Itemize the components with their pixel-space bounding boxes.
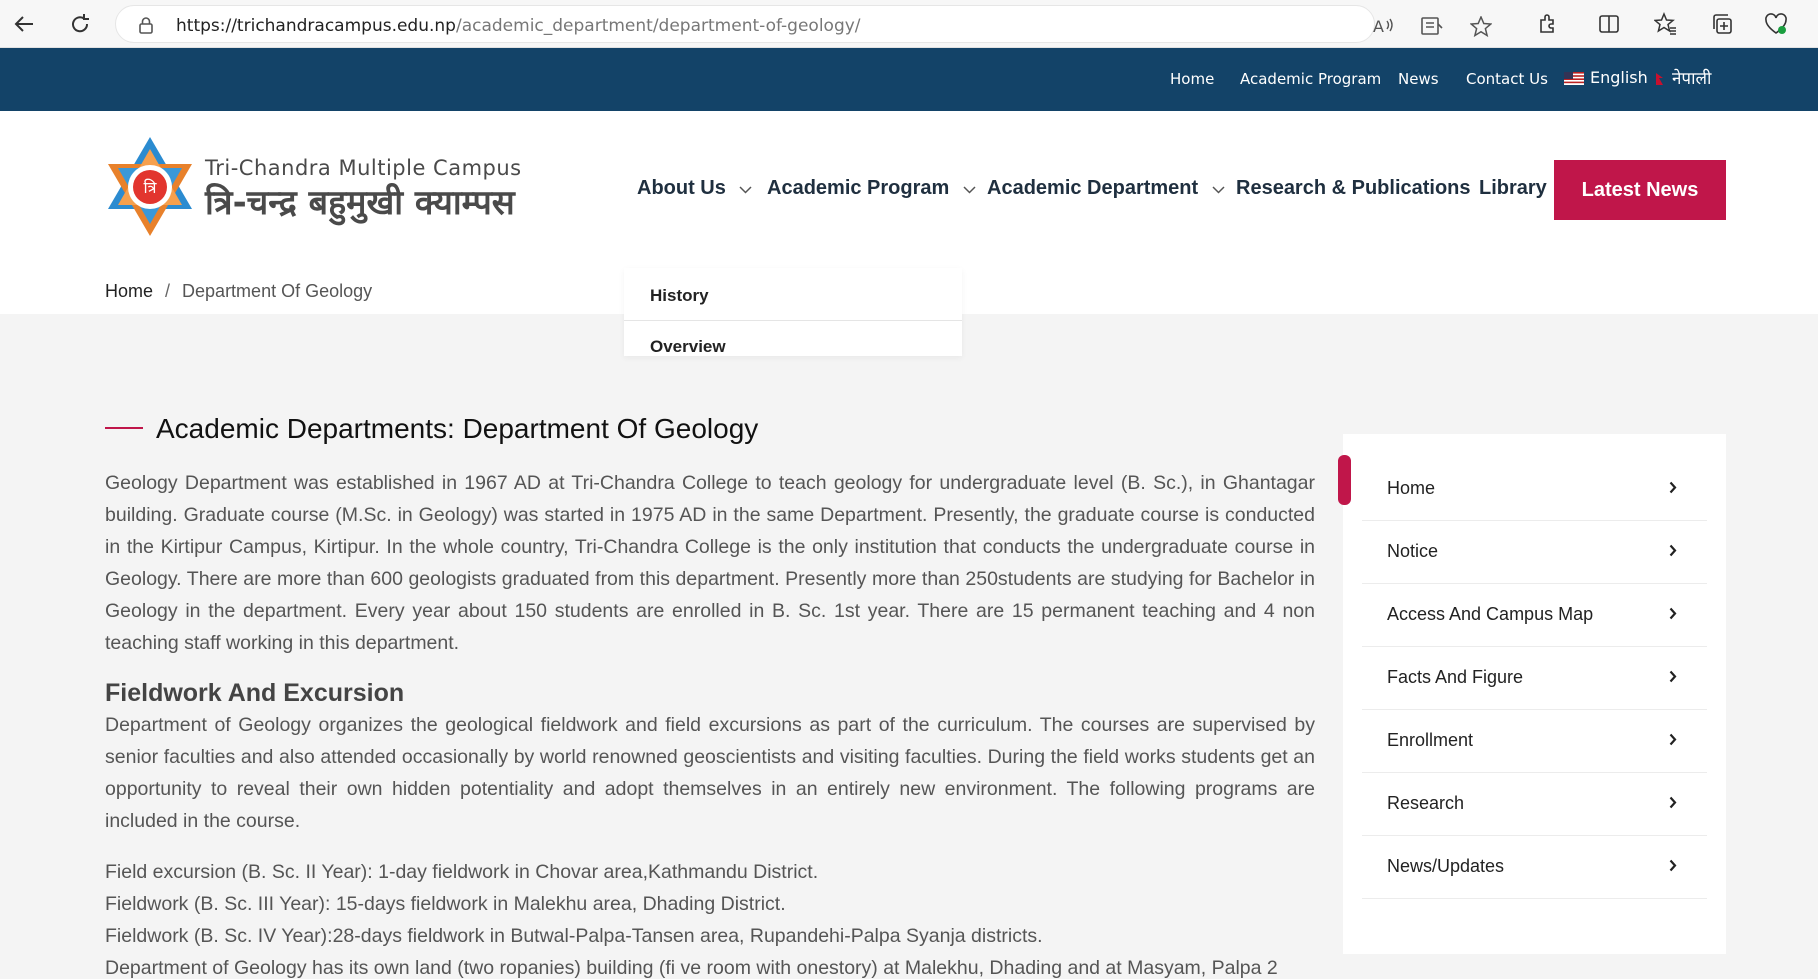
- intro-paragraph: Geology Department was established in 1967 AD at Tri-Chandra College to teach geology for undergraduate level (B. Sc.), in Ghantagar building. Graduate course (M.Sc. in Geology) was started in 1975 AD in the same Department. Presently, the graduate course is conducted in the Kirtipur Campus, Kirtipur. In the whole country, Tri-Chandra College is the only institution that conducts the undergraduate course in Geology. There are more than 600 geologists graduated from this department. Presently more than 250students are studying for Bachelor in Geology in the department. Every year about 150 students are enrolled in B. Sc. 1st year. There are 15 permanent teaching and 4 non teaching staff working in this department.: [105, 472, 1315, 654]
- read-aloud-icon[interactable]: [1373, 16, 1393, 36]
- dropdown-item-history[interactable]: History: [650, 286, 709, 305]
- top-link-contact[interactable]: Contact Us: [1466, 70, 1548, 88]
- nepal-flag-icon: [1656, 72, 1664, 90]
- chevron-right-icon: [1669, 733, 1677, 751]
- top-link-news[interactable]: News: [1398, 70, 1439, 88]
- page-title: Academic Departments: Department Of Geology: [156, 413, 759, 444]
- sidebar-item-notice[interactable]: [1362, 521, 1707, 584]
- refresh-icon[interactable]: [64, 8, 96, 40]
- logo-nepali-name: त्रि-चन्द्र बहुमुखी क्याम्पस: [205, 183, 515, 223]
- chevron-right-icon: [1669, 670, 1677, 688]
- address-bar[interactable]: [115, 5, 1384, 43]
- nav-academic-department-label: Academic Department: [987, 177, 1199, 199]
- breadcrumb: [105, 281, 372, 302]
- url-text: [176, 16, 861, 36]
- sidebar-item-research[interactable]: [1362, 773, 1707, 836]
- nav-research-publications[interactable]: Research & Publications: [1236, 177, 1471, 199]
- sidebar-item-home[interactable]: [1362, 458, 1707, 521]
- nav-academic-program-label: Academic Program: [767, 177, 950, 199]
- chevron-right-icon: [1669, 607, 1677, 625]
- campus-logo[interactable]: [104, 135, 196, 238]
- fieldwork-heading: Fieldwork And Excursion: [105, 679, 405, 707]
- favorites-icon[interactable]: [1654, 12, 1678, 36]
- svg-text:त्रि: त्रि: [143, 178, 157, 197]
- language-nepali[interactable]: नेपाली: [1672, 69, 1712, 89]
- top-utility-bar: [0, 48, 1818, 111]
- language-english[interactable]: English: [1590, 68, 1648, 87]
- back-arrow-icon[interactable]: [8, 8, 40, 40]
- nav-about-us[interactable]: [637, 177, 752, 200]
- nav-about-us-label: About Us: [637, 177, 726, 199]
- nav-academic-program[interactable]: [767, 177, 976, 200]
- url-host: https://trichandracampus.edu.np: [176, 16, 456, 36]
- us-flag-icon: [1564, 72, 1584, 85]
- top-link-home[interactable]: Home: [1170, 70, 1215, 88]
- url-path: /academic_department/department-of-geology/: [455, 16, 861, 36]
- breadcrumb-separator: /: [165, 281, 171, 301]
- list-item: Field excursion (B. Sc. II Year): 1-day fieldwork in Chovar area,Kathmandu District.: [105, 861, 819, 883]
- collections-icon[interactable]: [1710, 12, 1734, 36]
- breadcrumb-current: Department Of Geology: [182, 281, 373, 301]
- sidebar-active-marker: [1338, 455, 1351, 505]
- favorite-star-icon[interactable]: [1470, 16, 1490, 36]
- breadcrumb-home[interactable]: Home: [105, 281, 154, 301]
- nav-library[interactable]: Library: [1479, 177, 1547, 199]
- sidebar-item-label: Enrollment: [1387, 730, 1474, 750]
- latest-news-button[interactable]: Latest News: [1554, 160, 1726, 220]
- title-accent-line: [105, 427, 143, 429]
- sidebar-item-label: News/Updates: [1387, 856, 1505, 876]
- chevron-right-icon: [1669, 481, 1677, 499]
- chevron-down-icon: [739, 177, 752, 200]
- list-item: Department of Geology has its own land (two ropanies) building (fi ve room with onestory) at Malekhu, Dhading and at Masyam, Palpa 2: [105, 957, 1278, 979]
- split-screen-icon[interactable]: [1597, 12, 1621, 36]
- chevron-down-icon: [1212, 177, 1225, 200]
- chevron-right-icon: [1669, 859, 1677, 877]
- sidebar-item-enrollment[interactable]: [1362, 710, 1707, 773]
- chevron-right-icon: [1669, 796, 1677, 814]
- sidebar-item-news-updates[interactable]: [1362, 836, 1707, 899]
- chevron-down-icon: [963, 177, 976, 200]
- sidebar-item-label: Facts And Figure: [1387, 667, 1524, 687]
- sidebar-item-label: Notice: [1387, 541, 1439, 561]
- list-item: Fieldwork (B. Sc. III Year): 15-days fieldwork in Malekhu area, Dhading District.: [105, 893, 786, 915]
- svg-text:A: A: [1373, 17, 1384, 36]
- sidebar-item-label: Home: [1387, 478, 1436, 498]
- logo-english-name: Tri-Chandra Multiple Campus: [205, 156, 522, 180]
- top-link-academic-program[interactable]: Academic Program: [1240, 70, 1382, 88]
- about-us-dropdown: [624, 268, 962, 356]
- fieldwork-paragraph: Department of Geology organizes the geological fieldwork and field excursions as part of the curriculum. The courses are supervised by senior faculties and also attended occasionally by world renowned geoscientists and visiting faculties. During the field works students get an opportunity to reveal their own hidden potentiality and adopt themselves in an entirely new environment. The following programs are included in the course.: [105, 714, 1315, 832]
- sidebar-item-facts[interactable]: [1362, 647, 1707, 710]
- dropdown-item-overview[interactable]: Overview: [650, 337, 726, 356]
- browser-essentials-icon[interactable]: [1764, 12, 1788, 36]
- list-item: Fieldwork (B. Sc. IV Year):28-days fieldwork in Butwal-Palpa-Tansen area, Rupandehi-Palpa Syanja districts.: [105, 925, 1043, 947]
- sidebar-item-label: Research: [1387, 793, 1465, 813]
- nav-academic-department[interactable]: [987, 177, 1225, 200]
- browser-toolbar: [0, 0, 1818, 48]
- reader-view-icon[interactable]: [1421, 16, 1441, 36]
- lock-icon: [138, 16, 154, 39]
- sidebar-item-campus-map[interactable]: [1362, 584, 1707, 647]
- extensions-icon[interactable]: [1537, 12, 1561, 36]
- chevron-right-icon: [1669, 544, 1677, 562]
- sidebar-item-label: Access And Campus Map: [1387, 604, 1594, 624]
- dropdown-divider: [624, 320, 962, 321]
